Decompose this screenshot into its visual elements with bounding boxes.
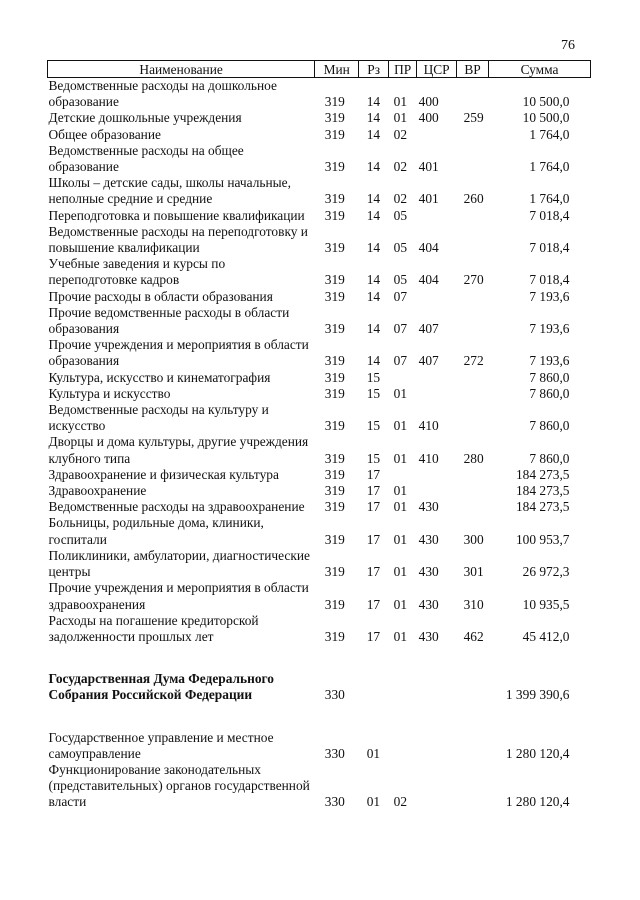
cell-csr: 410 [418, 450, 439, 466]
header-pr: ПР [389, 61, 417, 78]
cell-rz: 14 [366, 288, 381, 304]
cell-min: 319 [324, 450, 345, 466]
cell-min: 319 [324, 240, 345, 256]
cell-csr: 407 [418, 353, 439, 369]
cell-rz: 01 [366, 794, 381, 810]
table-row [48, 337, 591, 369]
cell-rz: 17 [366, 483, 381, 499]
cell-name: Школы – детские сады, школы начальные, неполные средние и средние [48, 175, 291, 207]
cell-pr: 01 [393, 483, 408, 499]
table-row [48, 515, 591, 547]
cell-pr: 02 [393, 191, 408, 207]
cell-rz: 14 [366, 110, 381, 126]
cell-pr: 05 [393, 272, 408, 288]
cell-sum: 184 273,5 [515, 499, 570, 515]
cell-vr [457, 143, 489, 175]
cell-csr [417, 762, 457, 811]
cell-csr: 410 [418, 418, 439, 434]
table-row [48, 110, 591, 126]
table-row [48, 289, 591, 305]
cell-pr: 01 [393, 499, 408, 515]
cell-vr: 301 [463, 564, 484, 580]
cell-min: 319 [324, 564, 345, 580]
cell-sum: 10 500,0 [522, 94, 570, 110]
cell-pr [389, 370, 417, 386]
cell-csr [417, 370, 457, 386]
cell-min: 319 [324, 499, 345, 515]
cell-sum: 45 412,0 [522, 628, 570, 644]
cell-sum: 7 860,0 [529, 418, 570, 434]
cell-rz: 17 [366, 466, 381, 482]
cell-min: 319 [324, 159, 345, 175]
cell-csr [417, 483, 457, 499]
cell-sum: 1 764,0 [529, 126, 570, 142]
cell-csr: 400 [418, 94, 439, 110]
cell-pr: 07 [393, 288, 408, 304]
cell-min: 319 [324, 531, 345, 547]
cell-csr: 404 [418, 272, 439, 288]
cell-pr: 07 [393, 321, 408, 337]
cell-name: Прочие учреждения и мероприятия в области образования [48, 337, 309, 369]
table-row [48, 499, 591, 515]
cell-pr: 07 [393, 353, 408, 369]
cell-rz: 14 [366, 159, 381, 175]
cell-min: 330 [324, 794, 345, 810]
cell-vr: 260 [463, 191, 484, 207]
cell-name: Ведомственные расходы на культуру и искусство [48, 402, 269, 434]
cell-vr: 462 [463, 628, 484, 644]
cell-min: 319 [324, 596, 345, 612]
cell-name: Прочие ведомственные расходы в области образования [48, 304, 290, 337]
cell-name: Ведомственные расходы на дошкольное образование [48, 78, 277, 110]
cell-rz [359, 671, 389, 703]
cell-min: 319 [324, 466, 345, 482]
header-name: Наименование [48, 61, 315, 78]
cell-sum: 10 935,5 [522, 596, 570, 612]
cell-vr [457, 208, 489, 224]
cell-min: 319 [324, 94, 345, 110]
cell-rz: 15 [366, 385, 381, 401]
cell-csr [417, 467, 457, 483]
cell-name: Учебные заведения и курсы по переподготовке кадров [48, 256, 226, 288]
cell-min: 319 [324, 353, 345, 369]
cell-min: 319 [324, 483, 345, 499]
cell-sum: 100 953,7 [515, 531, 570, 547]
cell-pr: 01 [393, 418, 408, 434]
cell-csr [417, 127, 457, 143]
cell-vr [457, 127, 489, 143]
cell-name: Ведомственные расходы на общее образование [48, 142, 244, 175]
cell-rz: 14 [366, 240, 381, 256]
cell-name: Переподготовка и повышение квалификации [48, 207, 305, 223]
cell-vr: 259 [463, 110, 484, 126]
cell-vr [457, 762, 489, 811]
cell-min: 319 [324, 191, 345, 207]
cell-csr: 404 [418, 240, 439, 256]
header-csr: ЦСР [417, 61, 457, 78]
cell-pr: 02 [393, 794, 408, 810]
cell-min: 319 [324, 628, 345, 644]
cell-pr: 01 [393, 564, 408, 580]
cell-vr [457, 370, 489, 386]
cell-csr: 430 [418, 531, 439, 547]
cell-pr: 01 [393, 596, 408, 612]
table-row [48, 580, 591, 612]
header-sum: Сумма [489, 61, 591, 78]
cell-name: Здравоохранение и физическая культура [48, 466, 279, 482]
cell-rz: 14 [366, 191, 381, 207]
cell-sum: 7 193,6 [529, 321, 570, 337]
cell-pr: 05 [393, 207, 408, 223]
cell-csr [417, 289, 457, 305]
table-row [48, 78, 591, 111]
cell-vr [457, 499, 489, 515]
cell-rz: 14 [366, 94, 381, 110]
cell-vr [457, 289, 489, 305]
cell-vr [457, 730, 489, 762]
cell-sum: 7 018,4 [529, 272, 570, 288]
cell-vr [457, 483, 489, 499]
table-row [48, 613, 591, 645]
cell-pr: 01 [393, 531, 408, 547]
cell-sum: 1 280 120,4 [505, 794, 570, 810]
cell-vr [457, 78, 489, 111]
cell-csr: 430 [418, 564, 439, 580]
cell-sum: 7 018,4 [529, 207, 570, 223]
table-row [48, 483, 591, 499]
budget-table [47, 60, 591, 811]
cell-pr: 02 [393, 159, 408, 175]
cell-min: 319 [324, 272, 345, 288]
cell-sum: 7 193,6 [529, 353, 570, 369]
cell-vr: 310 [463, 596, 484, 612]
cell-rz: 14 [366, 353, 381, 369]
cell-rz: 15 [366, 369, 381, 385]
cell-pr: 01 [393, 94, 408, 110]
cell-sum: 26 972,3 [522, 564, 570, 580]
cell-csr: 430 [418, 596, 439, 612]
table-row [48, 434, 591, 466]
cell-pr: 01 [393, 628, 408, 644]
cell-vr [457, 386, 489, 402]
cell-rz: 14 [366, 126, 381, 142]
cell-name: Дворцы и дома культуры, другие учреждения клубного типа [48, 434, 309, 466]
table-header [48, 61, 591, 78]
table-row [48, 224, 591, 256]
cell-sum: 184 273,5 [515, 483, 570, 499]
table-row [48, 467, 591, 483]
spacer-row [48, 645, 591, 671]
cell-name: Культура, искусство и кинематография [48, 369, 271, 385]
cell-csr [417, 208, 457, 224]
cell-rz: 15 [366, 418, 381, 434]
cell-rz: 17 [366, 499, 381, 515]
cell-min: 319 [324, 288, 345, 304]
cell-csr: 407 [418, 321, 439, 337]
cell-csr [417, 671, 457, 703]
cell-sum: 7 860,0 [529, 369, 570, 385]
cell-sum: 184 273,5 [515, 466, 570, 482]
cell-name: Государственная Дума Федерального Собрания Российской Федерации [48, 671, 274, 703]
cell-name: Государственное управление и местное самоуправление [48, 729, 274, 761]
cell-vr [457, 305, 489, 337]
header-vr: ВР [457, 61, 489, 78]
cell-csr [417, 730, 457, 762]
cell-vr: 272 [463, 353, 484, 369]
cell-rz: 17 [366, 564, 381, 580]
cell-min: 319 [324, 321, 345, 337]
cell-min: 319 [324, 110, 345, 126]
table-row [48, 143, 591, 175]
cell-vr: 280 [463, 450, 484, 466]
cell-csr: 401 [418, 191, 439, 207]
cell-min: 319 [324, 369, 345, 385]
cell-pr: 02 [393, 126, 408, 142]
cell-sum: 1 764,0 [529, 191, 570, 207]
cell-csr [417, 386, 457, 402]
cell-name: Культура и искусство [48, 385, 171, 401]
cell-pr: 01 [393, 385, 408, 401]
table-row [48, 402, 591, 434]
cell-vr [457, 467, 489, 483]
cell-min: 319 [324, 418, 345, 434]
cell-min: 319 [324, 126, 345, 142]
cell-sum: 7 193,6 [529, 288, 570, 304]
cell-rz: 17 [366, 628, 381, 644]
table-row [48, 548, 591, 580]
cell-name: Общее образование [48, 126, 161, 142]
page-number: 76 [561, 38, 575, 53]
cell-vr [457, 671, 489, 703]
cell-vr: 270 [463, 272, 484, 288]
cell-min: 319 [324, 207, 345, 223]
cell-name: Прочие учреждения и мероприятия в области здравоохранения [48, 580, 309, 612]
table-row [48, 256, 591, 288]
cell-pr [389, 467, 417, 483]
cell-rz: 17 [366, 596, 381, 612]
cell-min: 330 [324, 687, 345, 703]
table-row [48, 671, 591, 703]
cell-sum: 1 764,0 [529, 159, 570, 175]
table-row [48, 762, 591, 811]
header-min: Мин [315, 61, 359, 78]
table-row [48, 386, 591, 402]
cell-min: 330 [324, 745, 345, 761]
spacer-row [48, 704, 591, 730]
cell-rz: 14 [366, 207, 381, 223]
cell-name: Детские дошкольные учреждения [48, 110, 242, 126]
table-row [48, 305, 591, 337]
cell-sum: 1 399 390,6 [505, 687, 570, 703]
cell-rz: 15 [366, 450, 381, 466]
cell-name: Прочие расходы в области образования [48, 288, 273, 304]
cell-min: 319 [324, 385, 345, 401]
cell-rz: 01 [366, 745, 381, 761]
cell-name: Поликлиники, амбулатории, диагностические центры [48, 547, 310, 580]
table-row [48, 127, 591, 143]
cell-name: Ведомственные расходы на здравоохранение [48, 499, 305, 515]
cell-pr: 05 [393, 240, 408, 256]
cell-csr: 401 [418, 159, 439, 175]
cell-sum: 10 500,0 [522, 110, 570, 126]
cell-vr [457, 224, 489, 256]
cell-name: Функционирование законодательных (представительных) органов государственной власти [48, 761, 310, 810]
cell-pr [389, 730, 417, 762]
cell-name: Больницы, родильные дома, клиники, госпитали [48, 515, 264, 547]
table-row [48, 208, 591, 224]
cell-csr: 430 [418, 499, 439, 515]
table-row [48, 370, 591, 386]
cell-name: Здравоохранение [48, 483, 147, 499]
cell-csr: 430 [418, 628, 439, 644]
cell-sum: 1 280 120,4 [505, 745, 570, 761]
table-row [48, 730, 591, 762]
table-row [48, 175, 591, 207]
cell-vr [457, 402, 489, 434]
cell-pr [389, 671, 417, 703]
cell-sum: 7 860,0 [529, 450, 570, 466]
cell-pr: 01 [393, 110, 408, 126]
cell-pr: 01 [393, 450, 408, 466]
cell-vr: 300 [463, 531, 484, 547]
header-rz: Рз [359, 61, 389, 78]
cell-name: Расходы на погашение кредиторской задолженности прошлых лет [48, 612, 259, 644]
cell-rz: 17 [366, 531, 381, 547]
cell-sum: 7 860,0 [529, 385, 570, 401]
cell-csr: 400 [418, 110, 439, 126]
cell-rz: 14 [366, 321, 381, 337]
cell-rz: 14 [366, 272, 381, 288]
cell-name: Ведомственные расходы на переподготовку и повышение квалификации [48, 223, 308, 256]
cell-sum: 7 018,4 [529, 240, 570, 256]
